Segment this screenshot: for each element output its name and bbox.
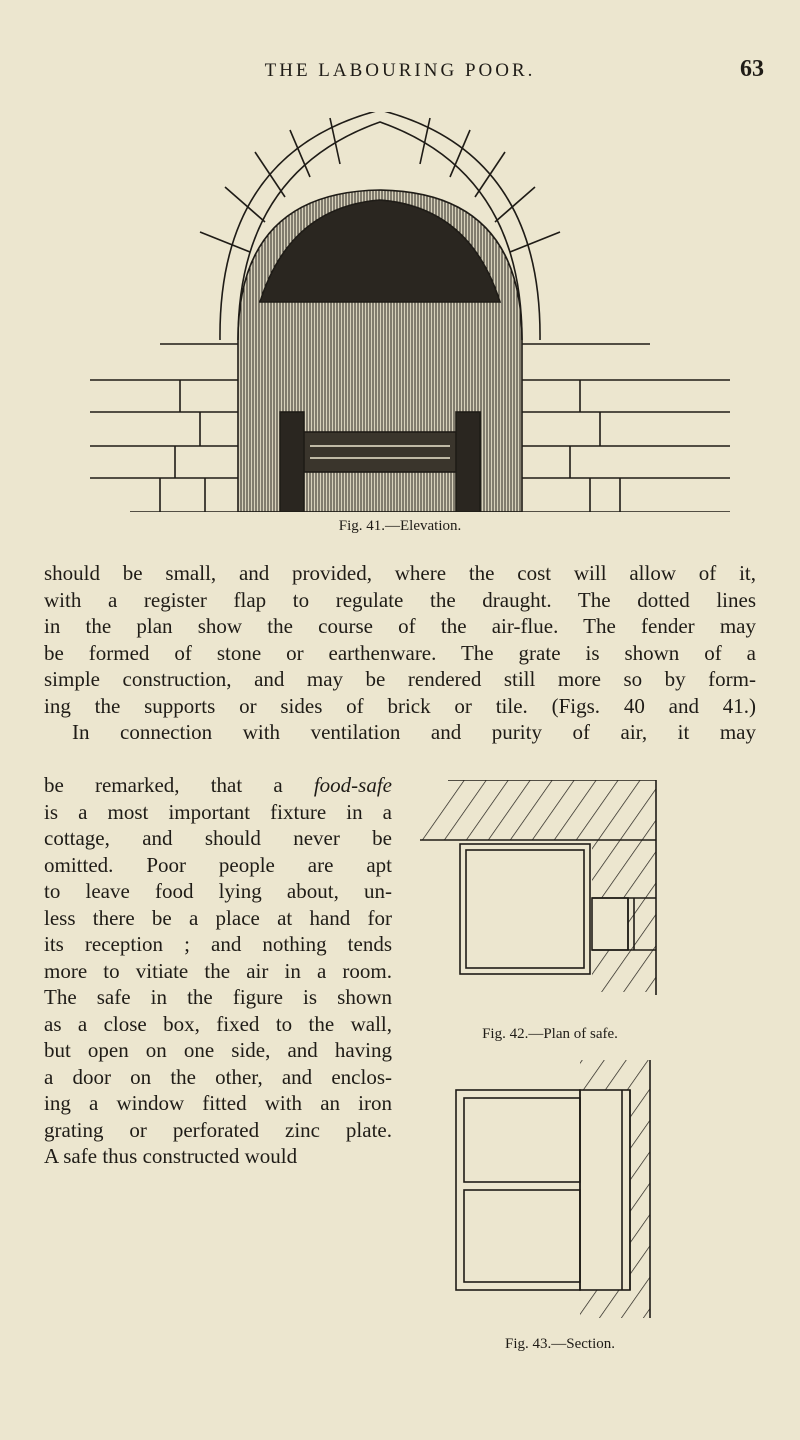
- text-line: A safe thus constructed would: [44, 1144, 298, 1168]
- text-line: be formed of stone or earthenware. The grate is shown of a: [44, 640, 756, 665]
- fig42-caption: Fig. 42.—Plan of safe.: [482, 1026, 618, 1042]
- text-prefix: be remarked, that a: [44, 773, 314, 797]
- text-line: should be small, and provided, where the cost will allow of it,: [44, 561, 756, 585]
- text-line: to leave food lying about, un-: [44, 879, 392, 903]
- fig43-section-drawing: [450, 1060, 660, 1330]
- page-number: 63: [740, 56, 764, 82]
- fig41-elevation-drawing: [90, 112, 730, 512]
- text-line: but open on one side, and having: [44, 1038, 392, 1062]
- text-line-food-safe: [44, 772, 392, 799]
- running-title: THE LABOURING POOR.: [264, 60, 536, 81]
- fig42-plan-drawing: [420, 780, 670, 1020]
- text-line: in the plan show the course of the air-flue. The fender may: [44, 614, 756, 638]
- text-line: is a most important fixture in a: [44, 799, 392, 824]
- text-line: more to vitiate the air in a room.: [44, 958, 392, 983]
- body-paragraph-top: [44, 560, 756, 746]
- fig41-caption: Fig. 41.—Elevation.: [338, 518, 462, 534]
- text-line: simple construction, and may be rendered still more so by form-: [44, 667, 756, 691]
- text-line: as a close box, fixed to the wall,: [44, 1011, 392, 1036]
- text-line: The safe in the figure is shown: [44, 985, 392, 1009]
- text-line: a door on the other, and enclos-: [44, 1064, 392, 1089]
- running-head: [0, 56, 800, 96]
- body-paragraph-left: [44, 772, 392, 1170]
- text-line: In connection with ventilation and purity of air, it may: [72, 720, 756, 744]
- text-line: its reception ; and nothing tends: [44, 932, 392, 956]
- text-line: less there be a place at hand for: [44, 905, 392, 930]
- text-line: cottage, and should never be: [44, 826, 392, 850]
- text-line: ing the supports or sides of brick or tile. (Figs. 40 and 41.): [44, 693, 756, 718]
- text-line: omitted. Poor people are apt: [44, 852, 392, 877]
- text-line: with a register flap to regulate the draught. The dotted lines: [44, 587, 756, 612]
- italic-term: food-safe: [313, 773, 392, 797]
- text-line: grating or perforated zinc plate.: [44, 1117, 392, 1142]
- text-line: ing a window fitted with an iron: [44, 1091, 392, 1115]
- fig43-caption: Fig. 43.—Section.: [504, 1336, 615, 1352]
